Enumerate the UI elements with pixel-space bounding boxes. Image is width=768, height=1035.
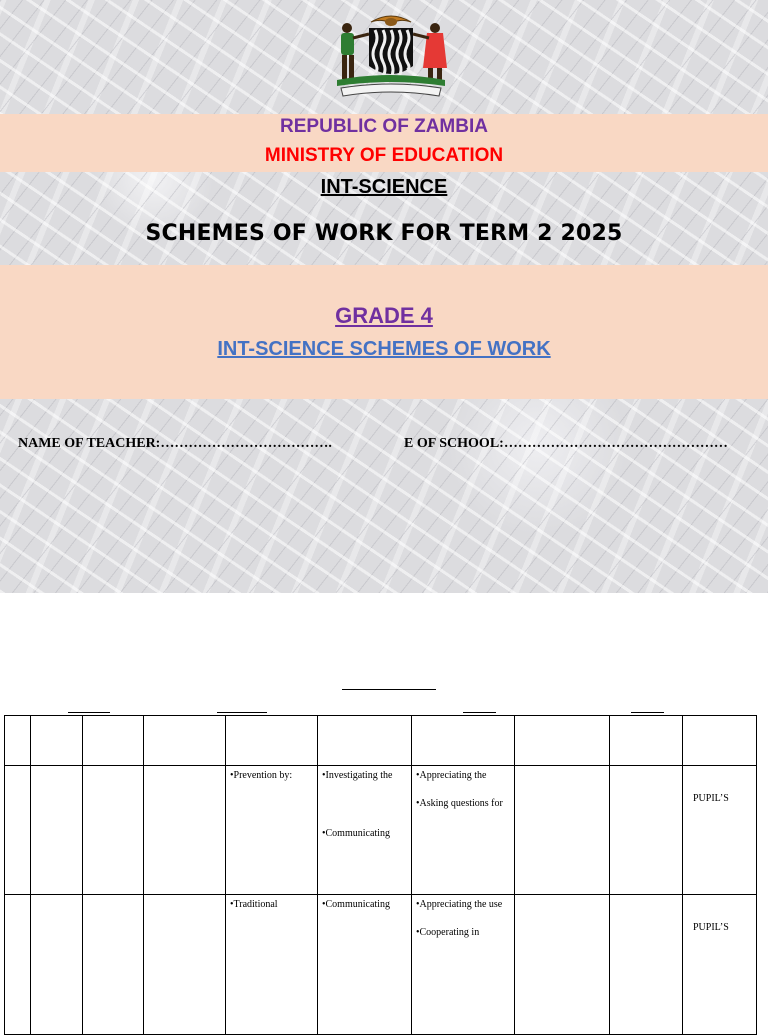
schemes-title: SCHEMES OF WORK FOR TERM 2 2025: [145, 221, 623, 246]
table-cell: [318, 895, 412, 1035]
table-cell: [226, 766, 318, 895]
table-row: [5, 766, 757, 895]
grade-band: [0, 265, 768, 399]
cell-text: •Traditional: [230, 899, 278, 910]
subtitle-text: INT-SCIENCE SCHEMES OF WORK: [217, 338, 551, 360]
cell-text: PUPIL’S: [693, 793, 729, 804]
ministry-heading: MINISTRY OF EDUCATION: [264, 145, 504, 166]
table-row: [5, 895, 757, 1035]
table-cell: [412, 895, 515, 1035]
republic-heading: REPUBLIC OF ZAMBIA: [280, 116, 488, 137]
table-cell: [683, 716, 757, 766]
table-cell: [5, 716, 31, 766]
table-cell: [83, 716, 144, 766]
table-cell: [226, 895, 318, 1035]
table-cell: [83, 766, 144, 895]
teacher-name-field: NAME OF TEACHER:……………………………….: [18, 436, 332, 451]
cell-text: •Cooperating in: [416, 927, 480, 938]
cell-text: PUPIL’S: [693, 922, 729, 933]
table-cell: [610, 766, 683, 895]
table-cell: [31, 895, 83, 1035]
grade-text: GRADE 4: [335, 303, 433, 328]
table-cell: [5, 895, 31, 1035]
table-cell: [412, 766, 515, 895]
cell-text: •Prevention by:: [230, 770, 293, 781]
table-cell: [5, 766, 31, 895]
coat-of-arms-icon: [327, 8, 455, 100]
blank-header-line: [463, 712, 496, 713]
table-cell: [318, 716, 412, 766]
schemes-table: [4, 715, 757, 1035]
table-cell: [515, 895, 610, 1035]
table-cell: [610, 895, 683, 1035]
cell-text: •Communicating: [322, 828, 390, 839]
table-header-row: [5, 716, 757, 766]
table-cell: [226, 716, 318, 766]
table-cell: [318, 766, 412, 895]
cell-text: •Appreciating the use: [416, 899, 503, 910]
subject-text: INT-SCIENCE: [320, 176, 448, 198]
blank-title-line: [342, 689, 436, 690]
subject-heading: [0, 176, 768, 199]
table-cell: [144, 766, 226, 895]
table-cell: [144, 716, 226, 766]
table-cell: [515, 716, 610, 766]
table-cell: [412, 716, 515, 766]
table-cell: [83, 895, 144, 1035]
table-cell: [31, 766, 83, 895]
cell-text: •Appreciating the: [416, 770, 487, 781]
schemes-subtitle: [0, 338, 768, 361]
table-cell: [31, 716, 83, 766]
table-cell: [683, 895, 757, 1035]
school-name-field: E OF SCHOOL:…………………………………………: [404, 436, 728, 451]
cell-text: •Communicating: [322, 899, 390, 910]
table-cell: [515, 766, 610, 895]
blank-header-line: [217, 712, 267, 713]
table-cell: [144, 895, 226, 1035]
grade-heading: [0, 303, 768, 329]
cell-text: •Investigating the: [322, 770, 393, 781]
table-cell: [610, 716, 683, 766]
table-cell: [683, 766, 757, 895]
blank-header-line: [631, 712, 664, 713]
blank-header-line: [68, 712, 110, 713]
cell-text: •Asking questions for: [416, 798, 503, 809]
